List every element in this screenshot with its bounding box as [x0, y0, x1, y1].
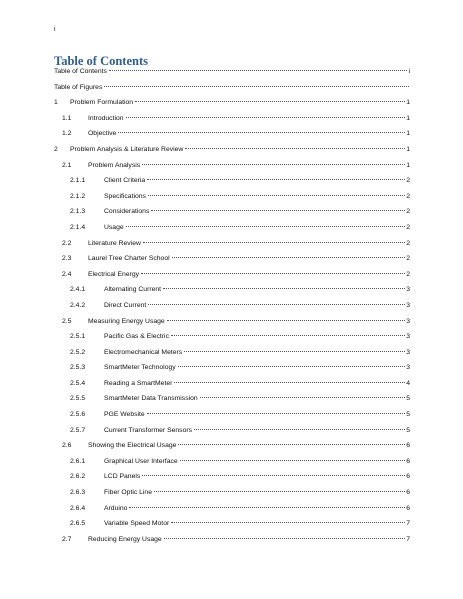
toc-entry-title: Problem Analysis & Literature Review	[70, 145, 184, 153]
dot-leader	[178, 366, 406, 367]
toc-entry-number: 2.3	[62, 255, 72, 263]
toc-entry-page: 6	[406, 504, 410, 512]
toc-entry-title: Considerations	[104, 208, 150, 216]
dot-leader	[147, 179, 405, 180]
toc-entry-title: LCD Panels	[104, 473, 141, 481]
toc-entry-number: 1	[54, 99, 58, 107]
toc-entry[interactable]	[54, 255, 410, 271]
dot-leader	[109, 70, 408, 71]
dot-leader	[141, 273, 405, 274]
toc-entry-number: 2.5.1	[70, 333, 86, 341]
dot-leader	[142, 164, 405, 165]
toc-entry[interactable]	[54, 286, 410, 302]
toc-entry-title: Reading a SmartMeter	[104, 379, 173, 387]
toc-entry-number: 2.6.4	[70, 504, 86, 512]
toc-entry-title: Introduction	[88, 114, 124, 122]
toc-entry[interactable]	[54, 177, 410, 193]
toc-entry-number: 1.2	[62, 130, 72, 138]
toc-entry-number: 2.5.7	[70, 426, 86, 434]
toc-entry-title: Arduino	[104, 504, 128, 512]
dot-leader	[200, 397, 406, 398]
dot-leader	[126, 117, 406, 118]
toc-entry-page: 5	[406, 426, 410, 434]
toc-entry-number: 2.1.3	[70, 208, 86, 216]
toc-entry-page: 6	[406, 473, 410, 481]
toc-entry-number: 2.1	[62, 161, 72, 169]
toc-entry-page: 6	[406, 442, 410, 450]
toc-entry-title: Variable Speed Motor	[104, 520, 170, 528]
toc-entry-page: 3	[406, 286, 410, 294]
toc-entry[interactable]	[54, 427, 410, 443]
toc-entry[interactable]	[54, 505, 410, 521]
toc-entry[interactable]	[54, 224, 410, 240]
toc-entry-number: 2.1.4	[70, 223, 86, 231]
toc-entry-number: 2.5	[62, 317, 72, 325]
toc-entry-title: Measuring Energy Usage	[88, 317, 165, 325]
toc-entry-title: Table of Figures	[54, 83, 103, 91]
toc-entry[interactable]	[54, 349, 410, 365]
toc-entry-page: 2	[406, 239, 410, 247]
dot-leader	[147, 413, 406, 414]
toc-entry[interactable]	[54, 115, 410, 131]
page-number: i	[54, 26, 56, 33]
toc-entry-number: 2.4.1	[70, 286, 86, 294]
dot-leader	[135, 101, 405, 102]
dot-leader	[172, 257, 406, 258]
dot-leader	[154, 491, 405, 492]
toc-entry[interactable]	[54, 520, 410, 536]
toc-entry-page: 7	[406, 535, 410, 543]
toc-entry-page: 1	[406, 114, 410, 122]
dot-leader	[180, 460, 406, 461]
toc-entry-page: 2	[406, 192, 410, 200]
toc-entry-page: 6	[406, 489, 410, 497]
toc-entry-number: 2.5.3	[70, 364, 86, 372]
dot-leader	[163, 288, 405, 289]
toc-entry-title: Direct Current	[104, 301, 147, 309]
dot-leader	[171, 522, 405, 523]
toc-entry[interactable]	[54, 99, 410, 115]
toc-entry-title: Laurel Tree Charter School	[88, 255, 170, 263]
toc-entry-title: PGE Website	[104, 411, 145, 419]
toc-entry-number: 2.5.2	[70, 348, 86, 356]
toc-entry[interactable]	[54, 208, 410, 224]
toc-entry-title: Literature Review	[88, 239, 141, 247]
toc-entry-page: 1	[406, 99, 410, 107]
toc-entry-number: 2.4.2	[70, 301, 86, 309]
toc-entry[interactable]	[54, 271, 410, 287]
toc-entry-page: 3	[406, 317, 410, 325]
toc-entry-title: SmartMeter Data Transmission	[104, 395, 198, 403]
toc-entry-number: 2.4	[62, 270, 72, 278]
toc-entry-page: 3	[406, 333, 410, 341]
toc-entry[interactable]	[54, 473, 410, 489]
dot-leader	[104, 86, 409, 87]
toc-entry-number: 2.5.5	[70, 395, 86, 403]
toc-entry[interactable]	[54, 489, 410, 505]
dot-leader	[171, 335, 405, 336]
toc-entry-page: 2	[406, 223, 410, 231]
toc-entry-number: 2.6.5	[70, 520, 86, 528]
toc-entry-title: SmartMeter Technology	[104, 364, 176, 372]
toc-entry-title: Reducing Energy Usage	[88, 535, 162, 543]
toc-entry-title: Showing the Electrical Usage	[88, 442, 177, 450]
toc-entry-title: Fiber Optic Line	[104, 489, 152, 497]
dot-leader	[167, 320, 406, 321]
dot-leader	[164, 538, 406, 539]
toc-entry-page: 1	[406, 130, 410, 138]
toc-entry-number: 1.1	[62, 114, 72, 122]
toc-entry-title: Specifications	[104, 192, 146, 200]
dot-leader	[129, 507, 405, 508]
toc-entry-page: 5	[406, 395, 410, 403]
dot-leader	[178, 444, 405, 445]
toc-entry[interactable]	[54, 536, 410, 552]
toc-entry-number: 2.5.4	[70, 379, 86, 387]
toc-entry-number: 2	[54, 145, 58, 153]
dot-leader	[174, 382, 405, 383]
toc-entry[interactable]	[54, 318, 410, 334]
toc-entry-number: 2.7	[62, 535, 72, 543]
toc-entry[interactable]	[54, 395, 410, 411]
toc-entry[interactable]	[54, 333, 410, 349]
toc-entry[interactable]	[54, 193, 410, 209]
toc-entry-title: Electromechanical Meters	[104, 348, 183, 356]
toc-entry-page: 2	[406, 208, 410, 216]
toc-entry-page: 1	[406, 145, 410, 153]
toc-entry[interactable]	[54, 458, 410, 474]
dot-leader	[194, 429, 405, 430]
toc-entry-page: 2	[406, 270, 410, 278]
toc-entry[interactable]	[54, 442, 410, 458]
dot-leader	[126, 226, 406, 227]
toc-entry-title: Current Transformer Sensors	[104, 426, 193, 434]
dot-leader	[148, 304, 405, 305]
toc-entry[interactable]	[54, 240, 410, 256]
toc-entry[interactable]	[54, 364, 410, 380]
toc-entry-page: 7	[406, 520, 410, 528]
toc-entry-title: Client Criteria	[104, 177, 146, 185]
toc-entry-title: Problem Formulation	[70, 99, 134, 107]
toc-entry-page: 2	[406, 255, 410, 263]
dot-leader	[151, 210, 405, 211]
toc-entry-page: 3	[406, 348, 410, 356]
toc-entry-title: Electrical Energy	[88, 270, 139, 278]
dot-leader	[148, 195, 405, 196]
toc-entry-number: 2.1.2	[70, 192, 86, 200]
toc-entry[interactable]	[54, 411, 410, 427]
toc-entry-page: 3	[406, 301, 410, 309]
toc-entry-number: 2.1.1	[70, 177, 86, 185]
toc-entry-number: 2.5.6	[70, 411, 86, 419]
toc-entry-page: 4	[406, 379, 410, 387]
toc-entry-number: 2.6.2	[70, 473, 86, 481]
toc-entry-page: 1	[406, 161, 410, 169]
toc-entry[interactable]	[54, 162, 410, 178]
toc-entry-title: Graphical User Interface	[104, 457, 178, 465]
toc-entry[interactable]	[54, 146, 410, 162]
dot-leader	[184, 351, 405, 352]
toc-entry[interactable]	[54, 68, 410, 84]
toc-entry-page: 2	[406, 177, 410, 185]
toc-entry-number: 2.6.1	[70, 457, 86, 465]
toc-entry-title: Problem Analysis	[88, 161, 141, 169]
toc-entry[interactable]	[54, 380, 410, 396]
dot-leader	[142, 475, 405, 476]
toc-entry-title: Usage	[104, 223, 124, 231]
toc-entry-number: 2.6.3	[70, 489, 86, 497]
toc-entry-page: i	[408, 68, 410, 75]
dot-leader	[185, 148, 405, 149]
toc-entry-number: 2.2	[62, 239, 72, 247]
toc-entry[interactable]	[54, 130, 410, 146]
toc-entry[interactable]	[54, 84, 410, 100]
dot-leader	[118, 132, 405, 133]
toc-entry-title: Table of Contents	[54, 68, 107, 75]
toc-entry-page: 5	[406, 411, 410, 419]
toc-entry-number: 2.6	[62, 442, 72, 450]
toc-entry-title: Pacific Gas & Electric	[104, 333, 169, 341]
toc-entry-page: 3	[406, 364, 410, 372]
toc-list	[54, 68, 410, 551]
toc-heading: Table of Contents	[54, 54, 148, 68]
toc-entry-title: Alternating Current	[104, 286, 162, 294]
dot-leader	[143, 242, 405, 243]
toc-entry-page: 6	[406, 457, 410, 465]
toc-entry-title: Objective	[88, 130, 117, 138]
toc-entry[interactable]	[54, 302, 410, 318]
